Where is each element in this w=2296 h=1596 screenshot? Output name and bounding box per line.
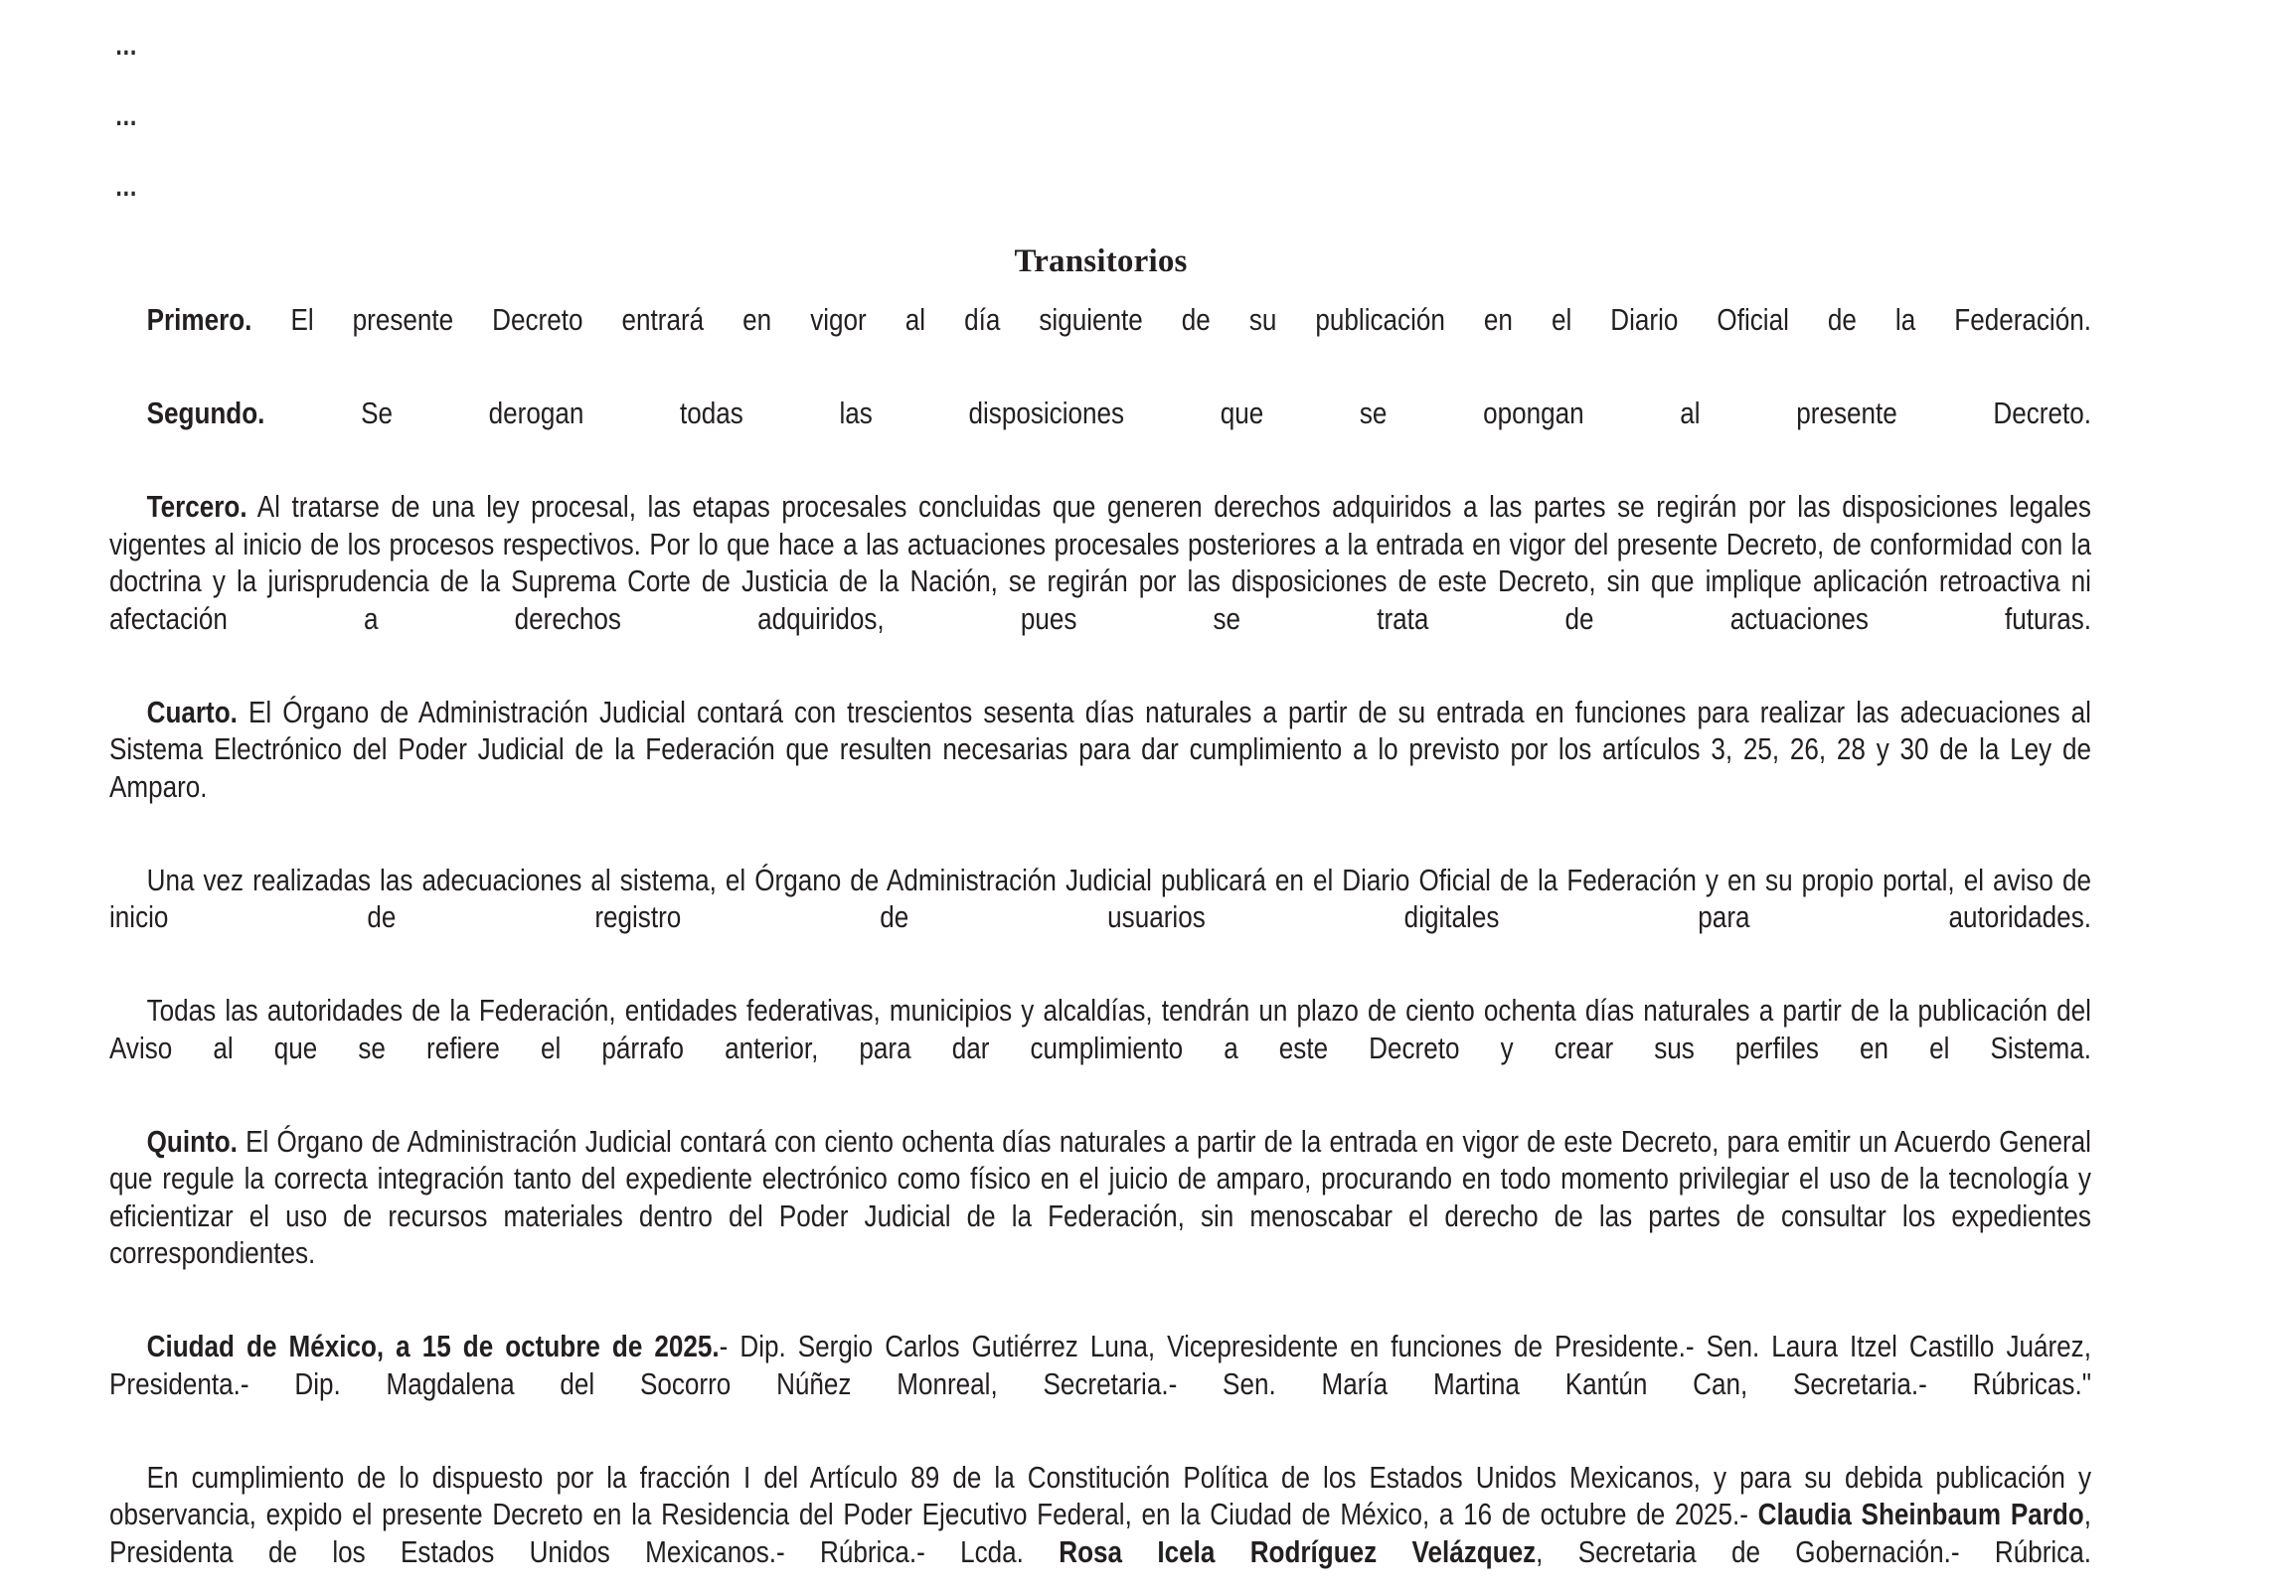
signature-block (109, 1329, 2091, 1441)
article-quinto (109, 1124, 2091, 1311)
article-label-primero: Primero. (146, 303, 252, 337)
article-cuarto-paragraph-2 (109, 863, 2091, 975)
article-text-cuarto: El Órgano de Administración Judicial contará con trescientos sesenta días naturales a partir de su entrada en funciones para realizar las adecuaciones al Sistema Electrónico del Poder Judicial de la Federación que resulten necesarias para dar cumplimiento a lo previsto por los artículos 3, 25, 26, 28 y 30 de la Ley de Amparo. (109, 695, 2091, 804)
promulgation-lead-text: En cumplimiento de lo dispuesto por la fracción I del Artículo 89 de la Constitución Política de los Estados Unidos Mexicanos, y para su debida publicación y observancia, expido el presente Decreto en la Residencia del Poder Ejecutivo Federal, en la Ciudad de México, a 16 de octubre de 2025.- (109, 1460, 2091, 1531)
article-tercero (109, 489, 2091, 676)
article-text-tercero: Al tratarse de una ley procesal, las etapas procesales concluidas que generen derechos adquiridos a las partes se regirán por las disposiciones legales vigentes al inicio de los procesos respectivos. Por lo que hace a las actuaciones procesales posteriores a la entrada en vigor del presente Decreto, de conformidad con la doctrina y la jurisprudencia de la Suprema Corte de Justicia de la Nación, se regirán por las disposiciones de este Decreto, sin que implique aplicación retroactiva ni afectación a derechos adquiridos, pues se trata de actuaciones futuras. (109, 490, 2091, 636)
promulgation-block (109, 1460, 2091, 1596)
section-heading-transitorios: Transitorios (1014, 243, 1188, 279)
article-cuarto-paragraph-3 (109, 993, 2091, 1105)
paragraph-text-adecuaciones: Una vez realizadas las adecuaciones al sistema, el Órgano de Administración Judicial publicará en el Diario Oficial de la Federación y en su propio portal, el aviso de inicio de registro de usuarios digitales para autoridades. (109, 863, 2091, 934)
ellipsis-marker-1: ... (115, 30, 138, 62)
article-text-segundo: Se derogan todas las disposiciones que se opongan al presente Decreto. (264, 397, 2091, 430)
article-text-primero: El presente Decreto entrará en vigor al día siguiente de su publicación en el Diario Oficial de la Federación. (251, 303, 2091, 337)
signature-place-and-date: Ciudad de México, a 15 de octubre de 2025. (146, 1330, 720, 1363)
article-label-tercero: Tercero. (146, 490, 247, 524)
article-text-quinto: El Órgano de Administración Judicial contará con ciento ochenta días naturales a partir de la entrada en vigor de este Decreto, para emitir un Acuerdo General que regule la correcta integración tanto del expediente electrónico como físico en el juicio de amparo, procurando en todo momento privilegiar el uso de la tecnología y eficientizar el uso de recursos materiales dentro del Poder Judicial de la Federación, sin menoscabar el derecho de las partes de consultar los expedientes correspondientes. (109, 1124, 2091, 1270)
omitted-content-markers (109, 32, 2092, 202)
article-label-quinto: Quinto. (146, 1124, 238, 1159)
ellipsis-marker-3: ... (115, 171, 138, 203)
article-label-segundo: Segundo. (146, 397, 265, 430)
president-name: Claudia Sheinbaum Pardo (1757, 1498, 2084, 1531)
article-label-cuarto: Cuarto. (146, 695, 238, 729)
president-title: , Presidenta de los Estados Unidos Mexicanos.- Rúbrica.- Lcda. (109, 1498, 2091, 1569)
article-cuarto (109, 695, 2091, 844)
article-primero (109, 302, 2091, 377)
secretary-name: Rosa Icela Rodríguez Velázquez (1059, 1534, 1537, 1569)
article-segundo (109, 396, 2091, 470)
signature-signatories: - Dip. Sergio Carlos Gutiérrez Luna, Vicepresidente en funciones de Presidente.- Sen. Laura Itzel Castillo Juárez, Presidenta.- Dip. Magdalena del Socorro Núñez Monreal, Secretaria.- Sen. María Martina Kantún Can, Secretaria.- Rúbricas." (109, 1330, 2091, 1401)
ellipsis-marker-2: ... (115, 100, 138, 132)
secretary-title: , Secretaria de Gobernación.- Rúbrica. (1536, 1534, 2091, 1569)
paragraph-text-autoridades: Todas las autoridades de la Federación, entidades federativas, municipios y alcaldías, tendrán un plazo de ciento ochenta días naturales a partir de la publicación del Aviso al que se refiere el párrafo anterior, para dar cumplimiento a este Decreto y crear sus perfiles en el Sistema. (109, 994, 2091, 1065)
